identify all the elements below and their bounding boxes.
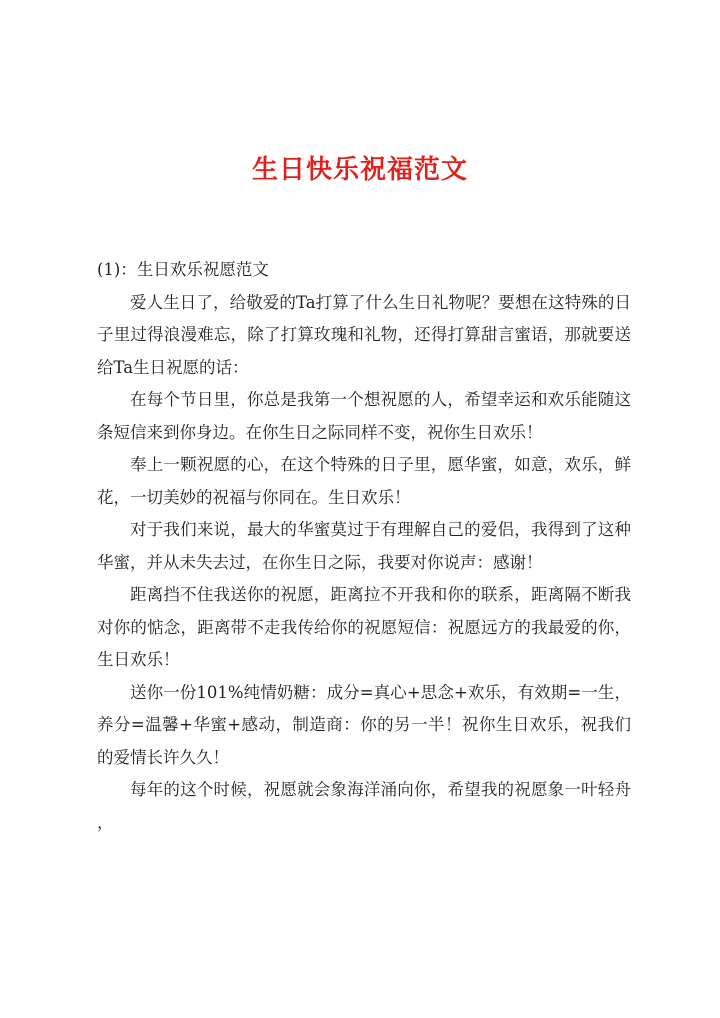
paragraph-3: 奉上一颗祝愿的心，在这个特殊的日子里，愿华蜜，如意，欢乐，鲜花，一切美妙的祝福与你同在。生日欢乐！ bbox=[97, 455, 631, 507]
document-body bbox=[97, 254, 631, 839]
paragraph-5: 距离挡不住我送你的祝愿，距离拉不开我和你的联系，距离隔不断我对你的惦念，距离带不走我传给你的祝愿短信：祝愿远方的我最爱的你，生日欢乐！ bbox=[97, 585, 631, 669]
section-heading: (1)：生日欢乐祝愿范文 bbox=[97, 260, 269, 279]
document-title: 生日快乐祝福范文 bbox=[251, 155, 468, 185]
paragraph-1: 爱人生日了，给敬爱的Ta打算了什么生日礼物呢？要想在这特殊的日子里过得浪漫难忘，除了打算玫瑰和礼物，还得打算甜言蜜语，那就要送给Ta生日祝愿的话： bbox=[97, 292, 631, 377]
paragraph-2: 在每个节日里，你总是我第一个想祝愿的人，希望幸运和欢乐能随这条短信来到你身边。在你生日之际同样不变，祝你生日欢乐！ bbox=[97, 390, 631, 442]
paragraph-6: 送你一份101%纯情奶糖：成分=真心+思念+欢乐，有效期=一生，养分=温馨+华蜜+感动，制造商：你的另一半！祝你生日欢乐，祝我们的爱情长许久久！ bbox=[97, 682, 631, 767]
paragraph-4: 对于我们来说，最大的华蜜莫过于有理解自己的爱侣，我得到了这种华蜜，并从未失去过，在你生日之际，我要对你说声：感谢！ bbox=[97, 520, 631, 572]
paragraph-7: 每年的这个时候，祝愿就会象海洋涌向你，希望我的祝愿象一叶轻舟， bbox=[97, 780, 631, 832]
